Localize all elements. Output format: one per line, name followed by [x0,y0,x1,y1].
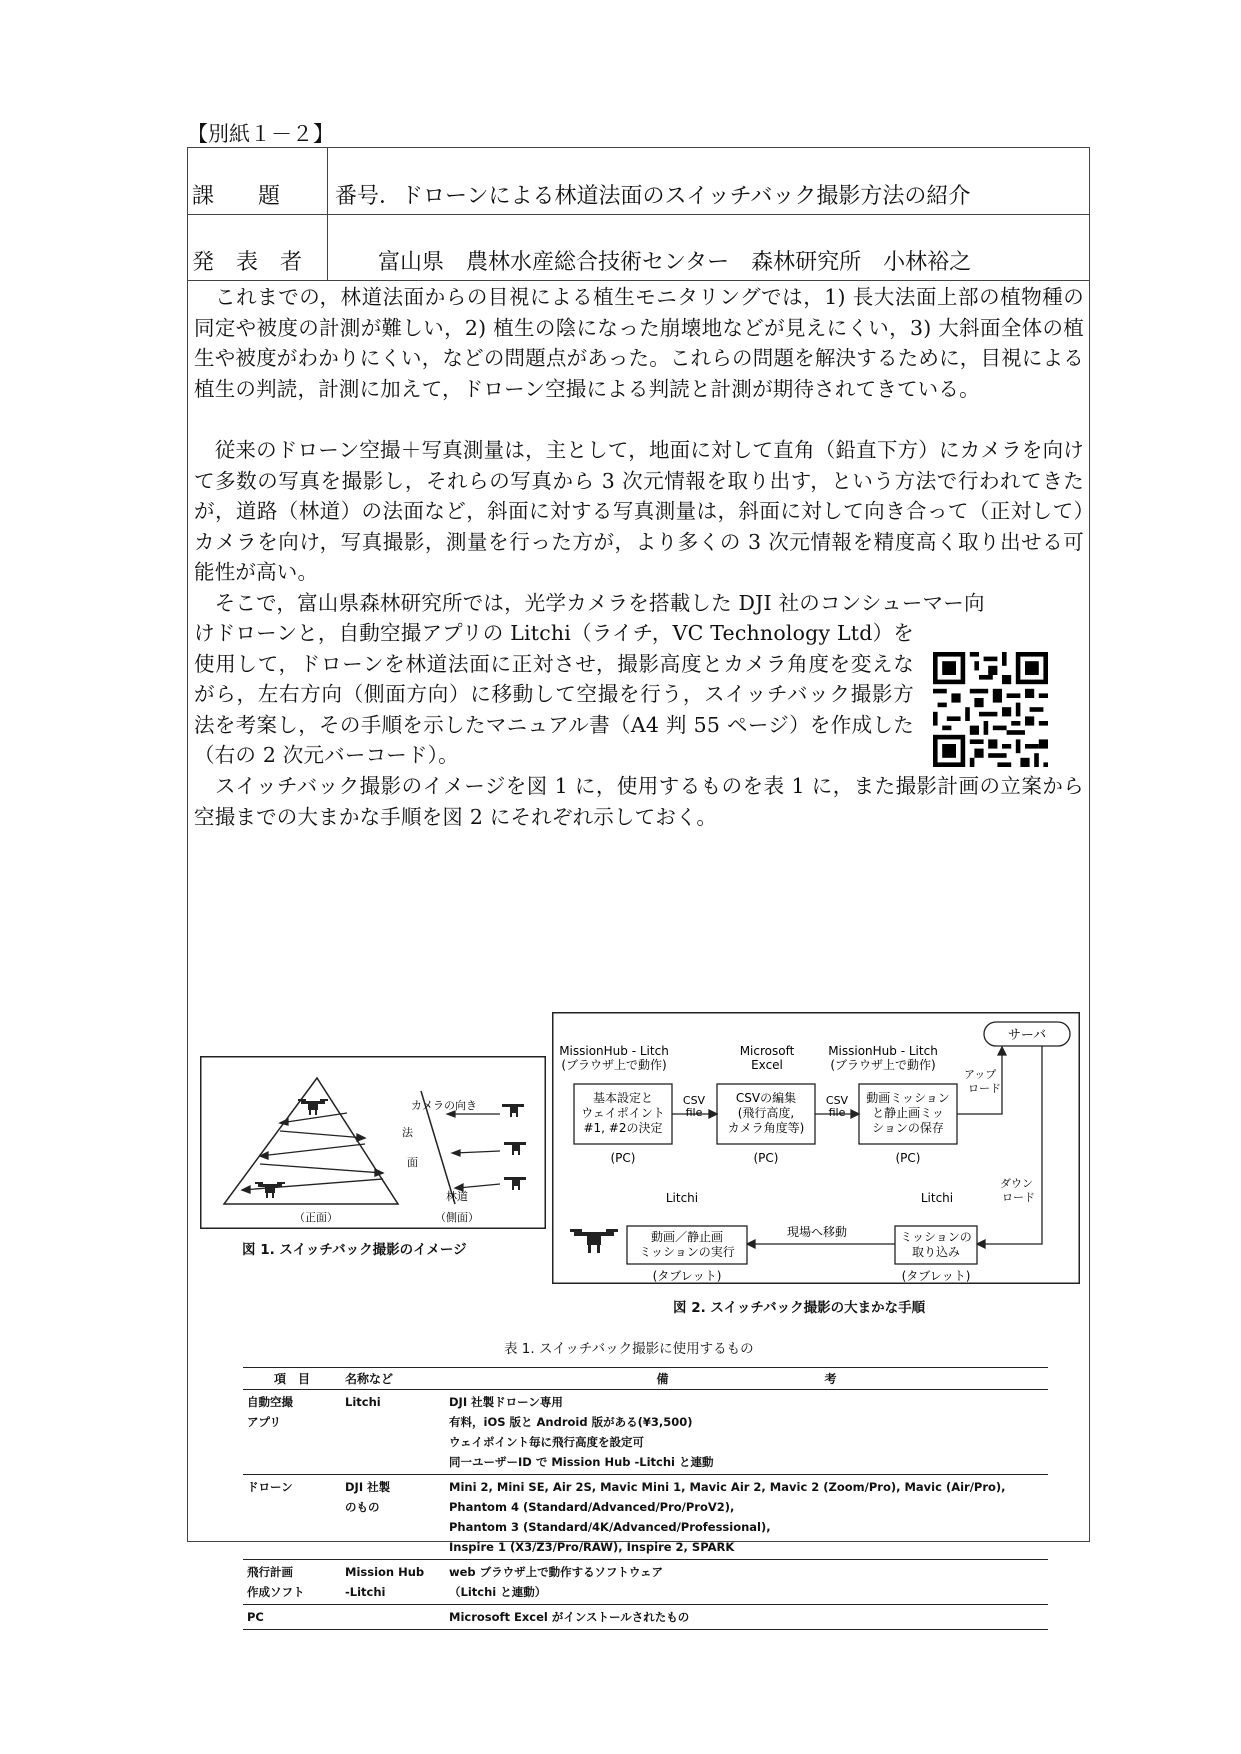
csv-file-label-1: file [685,1106,703,1119]
table-row [243,1560,1048,1605]
side-label: （側面） [435,1211,479,1224]
cell-note: Microsoft Excel がインストールされたもの [445,1605,1048,1630]
presenter-value: 富山県 農林水産総合技術センター 森林研究所 小林裕之 [378,250,972,275]
col3-title: MissionHub - Litch [828,1044,938,1058]
box2-line2: (飛行高度, [737,1106,795,1120]
server-label: サーバ [1007,1028,1047,1043]
figure-2-caption: 図 2. スイッチバック撮影の大まかな手順 [673,1300,926,1316]
box4-line1: 動画／静止画 [650,1230,724,1244]
box1-line3: #1, #2の決定 [583,1121,663,1135]
csv-label-1: CSV [682,1094,706,1107]
table-row [243,1390,1048,1475]
box5-tablet: (タブレット) [901,1269,971,1283]
download-label-2: ロード [1002,1191,1035,1204]
move-label: 現場へ移動 [786,1225,848,1239]
figure-1 [200,1056,546,1229]
box4-line2: ミッションの実行 [639,1245,735,1259]
cell-name [341,1605,445,1630]
camera-direction-label: カメラの向き [411,1099,477,1112]
upload-label-1: アップ [964,1068,997,1081]
box3-line1: 動画ミッション [866,1091,950,1105]
road-label: 林道 [446,1190,468,1203]
box1-line2: ウェイポイント [581,1106,665,1120]
qr-code-icon [933,652,1048,767]
cell-note: web ブラウザ上で動作するソフトウェア （Litchi と連動） [445,1560,1048,1605]
figure-1-caption: 図 1. スイッチバック撮影のイメージ [242,1242,467,1258]
paragraph-3: そこで，富山県森林研究所では，光学カメラを搭載した DJI 社のコンシューマー向 [194,591,985,615]
cell-name: DJI 社製 のもの [341,1475,445,1560]
figure-2 [552,1012,1080,1284]
upload-label-2: ロード [968,1082,1001,1095]
table-row [243,1475,1048,1560]
slope-char-1: 法 [402,1126,413,1139]
cell-item: 飛行計画 作成ソフト [243,1560,341,1605]
cell-note: DJI 社製ドローン専用 有料，iOS 版と Android 版がある(¥3,500) ウェイポイント毎に飛行高度を設定可 同一ユーザーID で Mission Hub -Litchi と連動 [445,1390,1048,1475]
box3-pc: (PC) [895,1151,921,1165]
box5-line1: ミッションの [900,1230,972,1244]
front-label: （正面） [294,1211,338,1224]
col3-subtitle: (ブラウザ上で動作) [830,1058,936,1072]
table-row [243,1605,1048,1630]
table-1 [243,1367,1048,1630]
subject-value: 番号．ドローンによる林道法面のスイッチバック撮影方法の紹介 [335,184,971,209]
subject-row [188,148,1089,215]
box3-line3: ションの保存 [872,1121,944,1135]
csv-file-label-2: file [828,1106,846,1119]
cell-item: 自動空撮 アプリ [243,1390,341,1475]
col1-subtitle: (ブラウザ上で動作) [561,1058,667,1072]
subject-key: 課 題 [192,184,281,209]
box5-line2: 取り込み [911,1245,961,1259]
th-name: 名称など [341,1368,445,1390]
slope-char-2: 面 [407,1156,418,1169]
cell-item: PC [243,1605,341,1630]
download-label-1: ダウン [1000,1177,1033,1190]
litchi-label-1: Litchi [665,1191,699,1205]
col2-subtitle: Excel [751,1058,783,1072]
box3-line2: と静止画ミッ [872,1106,944,1120]
col1-title: MissionHub - Litch [559,1044,669,1058]
presenter-row [188,214,1089,281]
box2-pc: (PC) [753,1151,779,1165]
paragraph-4: けドローンと，自動空撮アプリの Litchi（ライチ，VC Technology Ltd）を使用して，ドローンを林道法面に正対させ，撮影高度とカメラ角度を変えながら，左右方向（側面方向）に移動して空撮を行う，スイッチバック撮影方法を考案し，その手順を示したマニュアル書（A4 判 55 ページ）を作成した（右の 2 次元バーコード）。 [194,621,914,767]
cell-name: Litchi [341,1390,445,1475]
paragraph-5: スイッチバック撮影のイメージを図 1 に，使用するものを表 1 に，また撮影計画の立案から空撮までの大まかな手順を図 2 にそれぞれ示しておく。 [194,774,1084,829]
box1-line1: 基本設定と [592,1091,654,1105]
th-note: 備 考 [445,1368,1048,1390]
box1-pc: (PC) [610,1151,636,1165]
cell-name: Mission Hub -Litchi [341,1560,445,1605]
cell-note: Mini 2, Mini SE, Air 2S, Mavic Mini 1, Mavic Air 2, Mavic 2 (Zoom/Pro), Mavic (Air/Pro), Phantom 4 (Standard/Advanced/Pro/ProV2), Phantom 3 (Standard/4K/Advanced/Professional), Inspire 1 (X3/Z3/Pro/RAW), Inspire 2, SPARK [445,1475,1048,1560]
paragraph-1: これまでの，林道法面からの目視による植生モニタリングでは，1) 長大法面上部の植物種の同定や被度の計測が難しい，2) 植生の陰になった崩壊地などが見えにくい，3) 大斜面全体の植生や被度がわかりにくい，などの問題点があった。これらの問題を解決するために，目視による植生の判読，計測に加えて，ドローン空撮による判読と計測が期待されてきている。 [194,285,1084,401]
litchi-label-2: Litchi [920,1191,954,1205]
th-item: 項 目 [243,1368,341,1390]
attachment-label: 【別紙１－２】 [187,122,334,146]
box2-line1: CSVの編集 [735,1091,797,1105]
box2-line3: カメラ角度等) [727,1121,805,1135]
box4-tablet: (タブレット) [652,1269,722,1283]
paragraph-2: 従来のドローン空撮＋写真測量は，主として，地面に対して直角（鉛直下方）にカメラを向けて多数の写真を撮影し，それらの写真から 3 次元情報を取り出す，という方法で行われてきたが，道路（林道）の法面など，斜面に対する写真測量は，斜面に対して向き合って（正対して）カメラを向け，写真撮影，測量を行った方が，より多くの 3 次元情報を精度高く取り出せる可能性が高い。 [194,438,1084,584]
cell-item: ドローン [243,1475,341,1560]
presenter-key: 発 表 者 [192,250,303,275]
csv-label-2: CSV [825,1094,849,1107]
col2-title: Microsoft [739,1044,795,1058]
document-frame [187,147,1090,1624]
table-1-caption: 表 1. スイッチバック撮影に使用するもの [504,1341,754,1357]
